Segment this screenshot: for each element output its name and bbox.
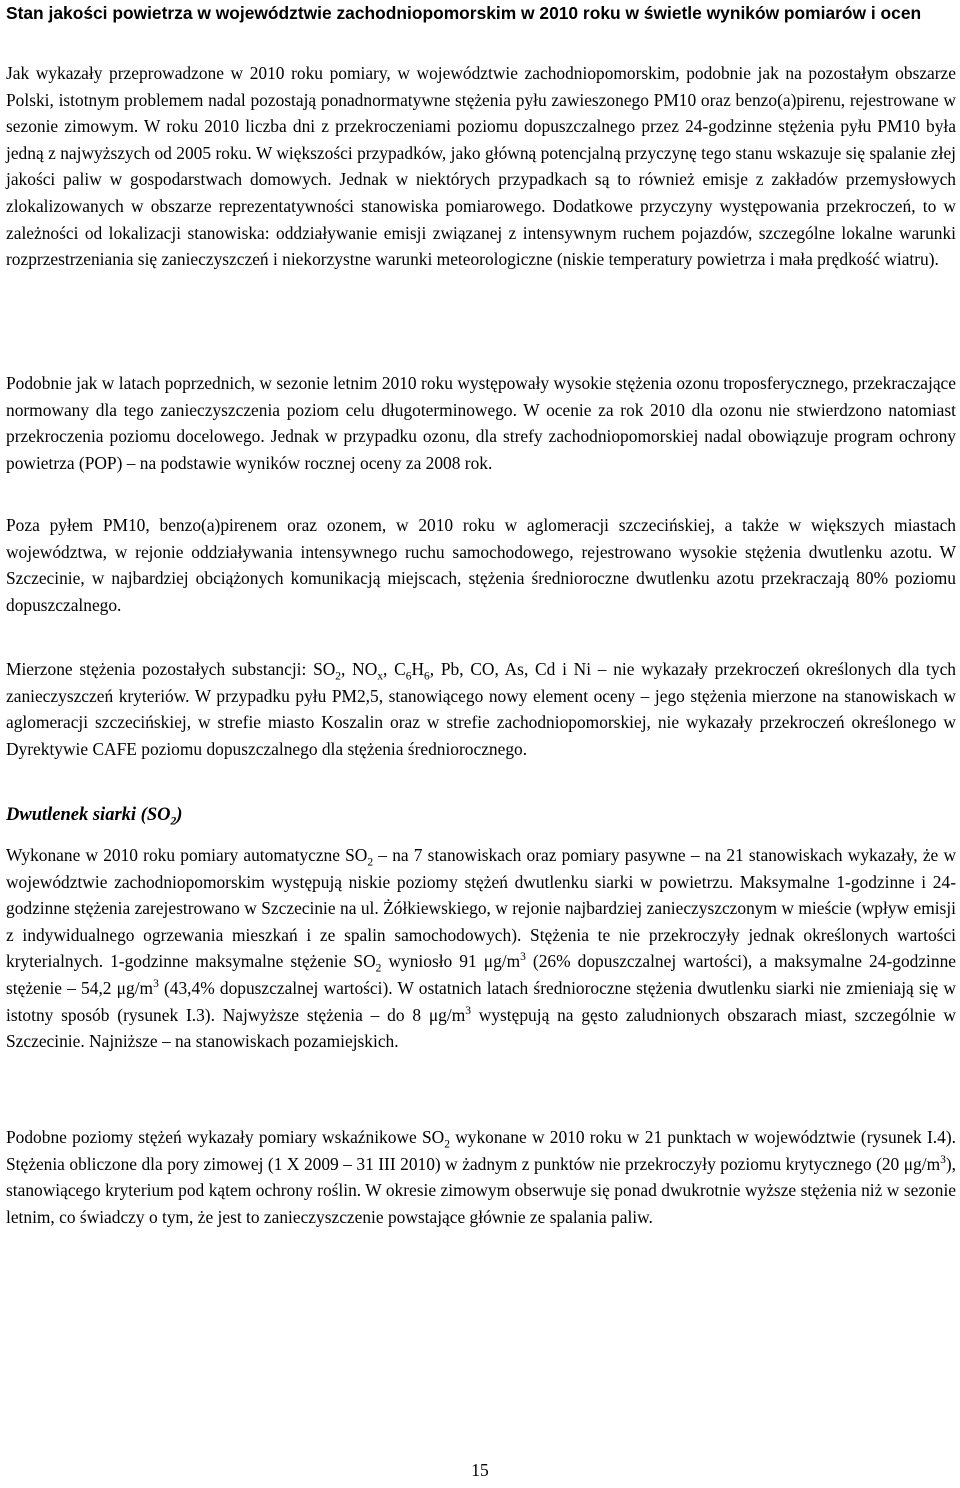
paragraph-other-substances: Mierzone stężenia pozostałych substancji: $SO_2$, $NO_x$, $C_6H_6$, Pb, CO, As, Cd i Ni – nie wykazały przekroczeń określonych dla tych zanieczyszczeń kryteriów. W przypadku pyłu PM2,5, stanowiącego nowy element oceny – jego stężenia mierzone na stanowiskach w aglomeracji szczecińskiej, w strefie miasto Koszalin oraz w strefie zachodniopomorskiej, nie wykazały przekroczeń określonego w Dyrektywie CAFE poziomu dopuszczalnego dla stężenia średniorocznego. (6, 659, 956, 759)
paragraph-so2-automatic: Wykonane w 2010 roku pomiary automatyczne $SO_2$ – na 7 stanowiskach oraz pomiary pasywne – na 21 stanowiskach wykazały, że w województwie zachodniopomorskim występują niskie poziomy stężeń dwutlenku siarki w powietrzu. Maksymalne 1-godzinne i 24-godzinne stężenia zarejestrowano w Szczecinie na ul. Żółkiewskiego, w rejonie najbardziej zanieczyszczonym w mieście (wpływ emisji z indywidualnego ogrzewania mieszkań i ze spalin samochodowych). Stężenia te nie przekroczyły jednak określonych wartości kryterialnych. 1-godzinne maksymalne stężenie $SO_2$ wyniosło 91 $\mu g/m^3$ (26% dopuszczalnej wartości), a maksymalne 24-godzinne stężenie – 54,2 $\mu g/m^3$ (43,4% dopuszczalnej wartości). W ostatnich latach średnioroczne stężenia dwutlenku siarki nie zmieniają się w istotny sposób (rysunek I.3). Najwyższe stężenia – do 8 $\mu g/m^3$ występują na gęsto zaludnionych obszarach miast, szczególnie w Szczecinie. Najniższe – na stanowiskach pozamiejskich. (6, 845, 956, 1052)
paragraph-no2: Poza pyłem PM10, benzo(a)pirenem oraz ozonem, w 2010 roku w aglomeracji szczecińskiej, a także w większych miastach województwa, w rejonie oddziaływania intensywnego ruchu samochodowego, rejestrowano wysokie stężenia dwutlenku azotu. W Szczecinie, w najbardziej obciążonych komunikacją miejscach, stężenia średnioroczne dwutlenku azotu przekraczają 80% poziomu dopuszczalnego. (6, 515, 956, 615)
paragraph-pm10: Jak wykazały przeprowadzone w 2010 roku pomiary, w województwie zachodniopomorskim, podobnie jak na pozostałym obszarze Polski, istotnym problemem nadal pozostają ponadnormatywne stężenia pyłu zawieszonego PM10 oraz benzo(a)pirenu, rejestrowane w sezonie zimowym. W roku 2010 liczba dni z przekroczeniami poziomu dopuszczalnego przez 24-godzinne stężenia pyłu PM10 była jedną z najwyższych od 2005 roku. W większości przypadków, jako główną potencjalną przyczynę tego stanu wskazuje się spalanie złej jakości paliw w gospodarstwach domowych. Jednak w niektórych przypadkach są to również emisje z zakładów przemysłowych zlokalizowanych w obszarze reprezentatywności stanowiska pomiarowego. Dodatkowe przyczyny występowania przekroczeń, to w zależności od lokalizacji stanowiska: oddziaływanie emisji związanej z intensywnym ruchem pojazdów, szczególne lokalne warunki rozprzestrzeniania się zanieczyszczeń i niekorzystne warunki meteorologiczne (niskie temperatury powietrza i mała prędkość wiatru). (6, 63, 956, 270)
document-title: Stan jakości powietrza w województwie zachodniopomorskim w 2010 roku w świetle wyników pomiarów i ocen (6, 3, 922, 23)
paragraph-so2-indicative: Podobne poziomy stężeń wykazały pomiary wskaźnikowe $SO_2$ wykonane w 2010 roku w 21 punktach w województwie (rysunek I.4). Stężenia obliczone dla pory zimowej (1 X 2009 – 31 III 2010) w żadnym z punktów nie przekroczyły poziomu krytycznego (20 $\mu g/m^3$), stanowiącego kryterium pod kątem ochrony roślin. W okresie zimowym obserwuje się ponad dwukrotnie wyższe stężenia niż w sezonie letnim, co świadczy o tym, że jest to zanieczyszczenie powstające głównie ze spalania paliw. (6, 1127, 956, 1227)
section-heading-so2: Dwutlenek siarki $(SO_2)$ (6, 805, 183, 828)
page-number: 15 (471, 1460, 489, 1480)
paragraph-ozone: Podobnie jak w latach poprzednich, w sezonie letnim 2010 roku występowały wysokie stężenia ozonu troposferycznego, przekraczające normowany dla tego zanieczyszczenia poziom celu długoterminowego. W ocenie za rok 2010 dla ozonu nie stwierdzono natomiast przekroczenia poziomu docelowego. Jednak w przypadku ozonu, dla strefy zachodniopomorskiej nadal obowiązuje program ochrony powietrza (POP) – na podstawie wyników rocznej oceny za 2008 rok. (6, 373, 956, 473)
